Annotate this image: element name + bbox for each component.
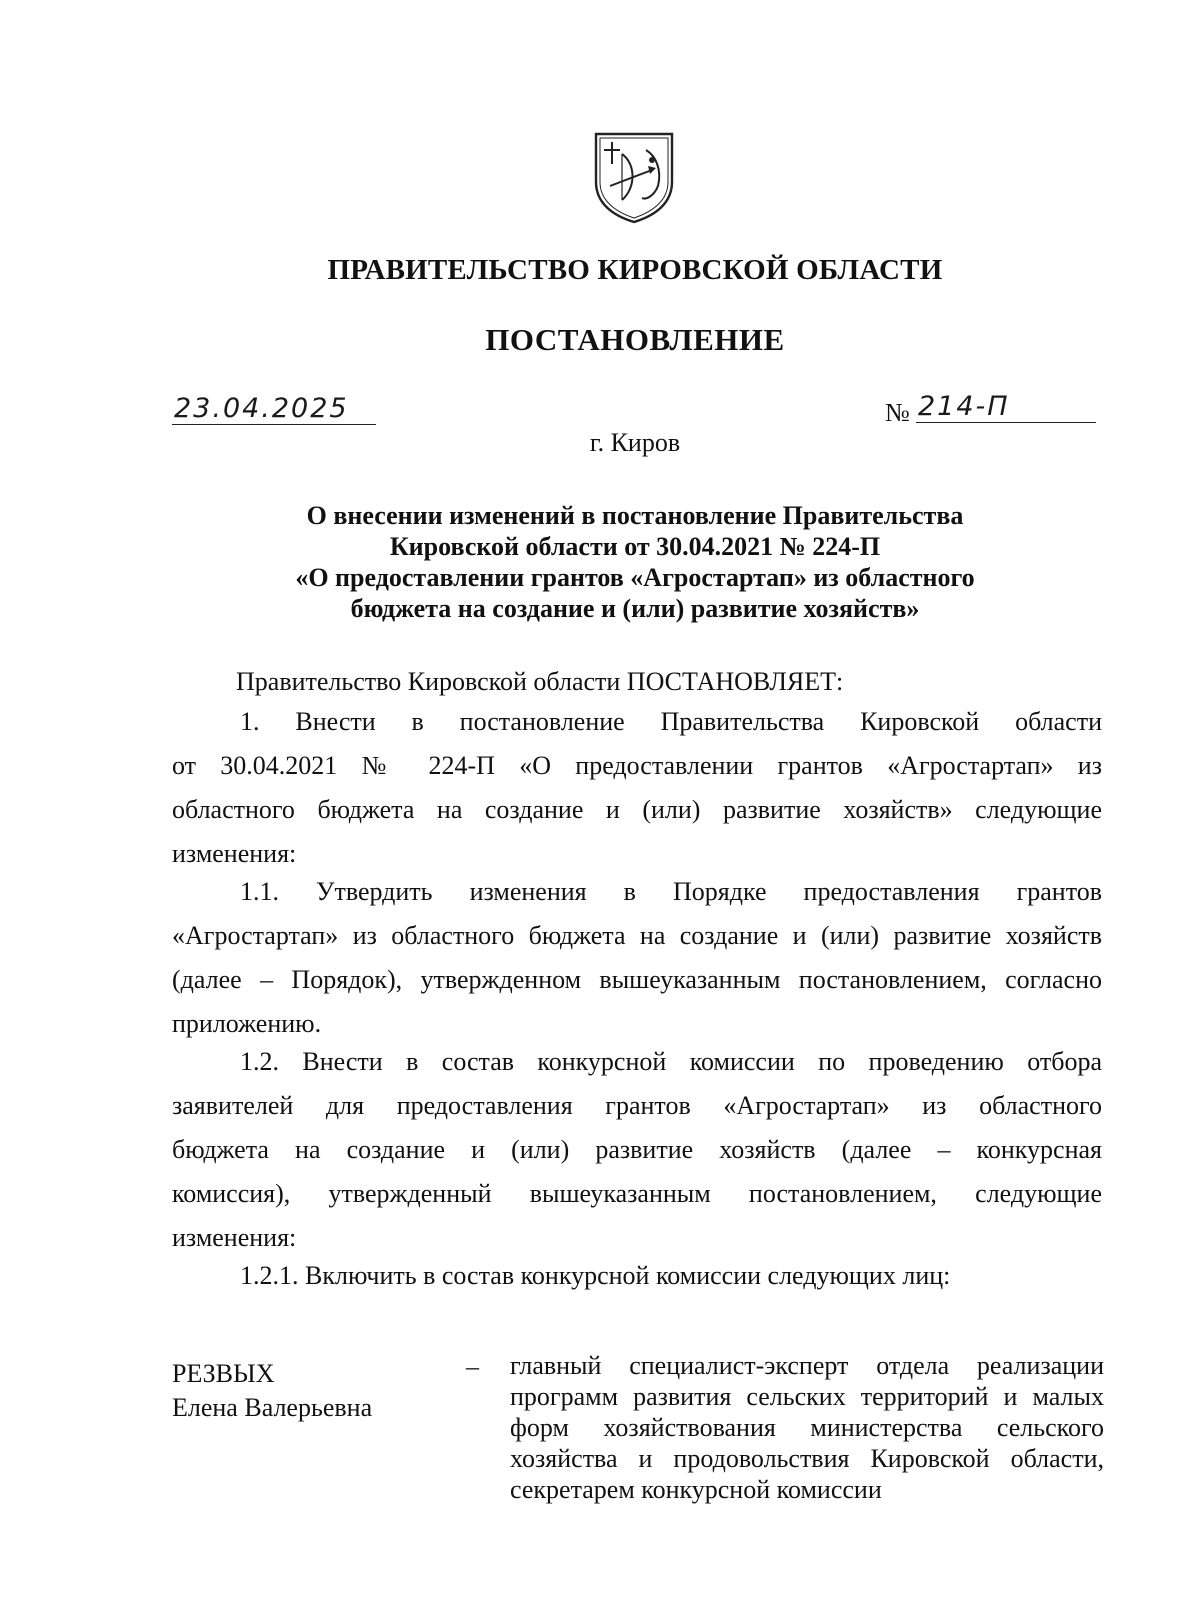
paragraph-1: 1. Внести в постановление Правительства Кировской области от 30.04.2021 № 224-П «О предоставлении грантов «Агростартап» из областного бюджета на создание и (или) развитие хозяйств» следующие изменения: bbox=[172, 707, 1102, 868]
handwritten-date: 23.04.2025 bbox=[174, 393, 349, 424]
number-field bbox=[916, 390, 1096, 423]
number-label: № bbox=[885, 398, 910, 427]
intro-paragraph: Правительство Кировской области ПОСТАНОВЛЯЕТ: bbox=[236, 667, 844, 696]
member-name bbox=[172, 1357, 372, 1425]
organization-name: ПРАВИТЕЛЬСТВО КИРОВСКОЙ ОБЛАСТИ bbox=[327, 254, 943, 286]
title-line: «О предоставлении грантов «Агростартап» из областного bbox=[295, 563, 975, 592]
member-dash: – bbox=[466, 1352, 479, 1381]
document-type: ПОСТАНОВЛЕНИЕ bbox=[485, 322, 785, 357]
member-role: главный специалист-эксперт отдела реализации программ развития сельских территорий и малых форм хозяйствования министерства сельского хозяйства и продовольствия Кировской области, секретарем конкурсной комиссии bbox=[510, 1351, 1104, 1504]
date-field bbox=[172, 390, 376, 425]
member-given-names: Елена Валерьевна bbox=[172, 1393, 373, 1422]
title-line: Кировской области от 30.04.2021 № 224-П bbox=[389, 532, 881, 561]
city: г. Киров bbox=[589, 428, 681, 457]
paragraph-1-2: 1.2. Внести в состав конкурсной комиссии по проведению отбора заявителей для предоставления грантов «Агростартап» из областного бюджета на создание и (или) развитие хозяйств (далее – конкурсная комиссия), утвержденный вышеуказанным постановлением, следующие изменения: bbox=[172, 1047, 1102, 1252]
title-line: бюджета на создание и (или) развитие хозяйств» bbox=[350, 594, 920, 623]
coat-of-arms-icon bbox=[592, 130, 676, 224]
document-title bbox=[200, 500, 1070, 624]
handwritten-number: 214-П bbox=[918, 391, 1010, 422]
paragraph-1-1: 1.1. Утвердить изменения в Порядке предоставления грантов «Агростартап» из областного бюджета на создание и (или) развитие хозяйств (далее – Порядок), утвержденном вышеуказанным постановлением, согласно приложению. bbox=[172, 877, 1102, 1038]
member-surname: РЕЗВЫХ bbox=[172, 1359, 275, 1388]
paragraph-1-2-1: 1.2.1. Включить в состав конкурсной комиссии следующих лиц: bbox=[240, 1261, 951, 1290]
title-line: О внесении изменений в постановление Правительства bbox=[306, 501, 964, 530]
